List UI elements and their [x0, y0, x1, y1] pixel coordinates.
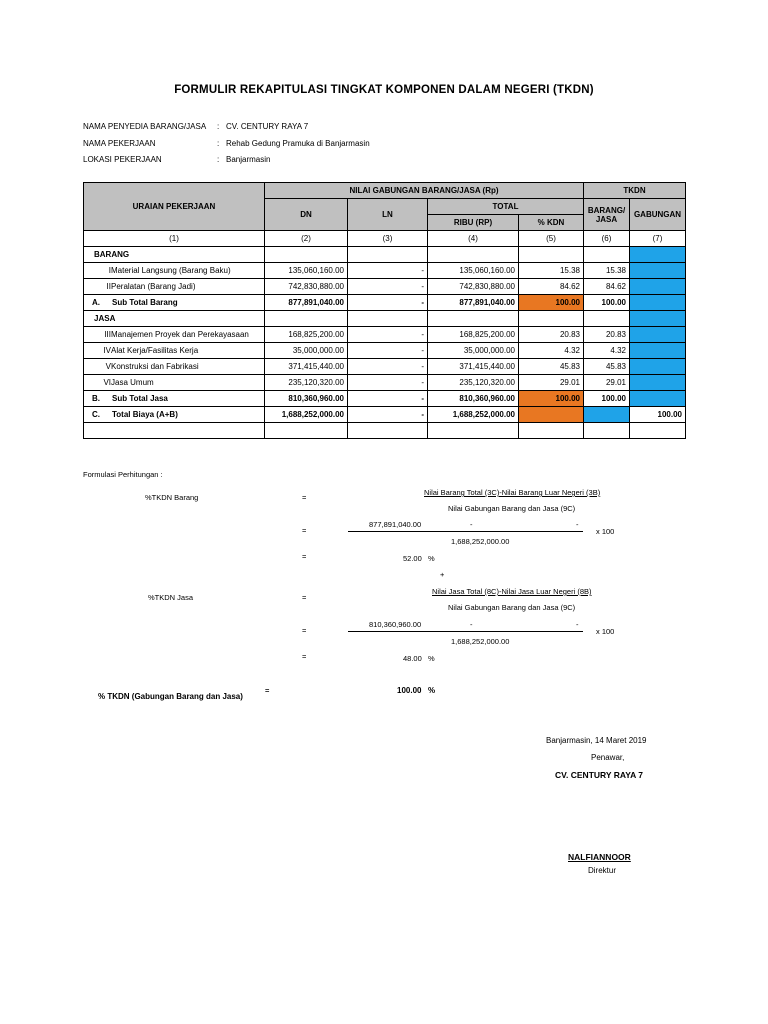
formula-barang-label: %TKDN Barang [145, 493, 199, 502]
cell-total: 135,060,160.00 [428, 263, 519, 279]
row-description: Material Langsung (Barang Baku) [111, 266, 231, 275]
col-number: (1) [84, 231, 265, 247]
signer-name: NALFIANNOOR [568, 852, 631, 862]
cell-kdn: 15.38 [519, 263, 584, 279]
formula-jasa-label: %TKDN Jasa [148, 593, 194, 602]
empty-row [84, 423, 686, 439]
formula-barang-den-value: 1,688,252,000.00 [451, 537, 510, 546]
row-number: V [105, 362, 111, 371]
row-description: Manajemen Proyek dan Perekayasaan [111, 330, 249, 339]
row-number: II [106, 282, 111, 291]
row-number: IV [103, 346, 111, 355]
cell-total: 1,688,252,000.00 [428, 407, 519, 423]
info-sep: : [217, 122, 220, 131]
header-barang-jasa: BARANG/JASA [584, 199, 630, 231]
cell-kdn: 4.32 [519, 343, 584, 359]
cell-ln: - [348, 327, 428, 343]
column-number-row [84, 231, 686, 247]
info-label-pekerjaan: NAMA PEKERJAAN [83, 139, 156, 148]
cell-kdn: 29.01 [519, 375, 584, 391]
cell-barang-jasa: 4.32 [584, 343, 630, 359]
cell-kdn: 20.83 [519, 327, 584, 343]
col-number: (6) [584, 231, 630, 247]
col-number: (7) [630, 231, 686, 247]
header-tkdn: TKDN [584, 183, 686, 199]
gabungan-cell [630, 343, 686, 359]
row-description: Konstruksi dan Fabrikasi [111, 362, 199, 371]
info-label-lokasi: LOKASI PEKERJAAN [83, 155, 162, 164]
row-desc [84, 263, 265, 279]
cell-ln: - [348, 279, 428, 295]
row-description: Alat Kerja/Fasilitas Kerja [111, 346, 199, 355]
formula-times: x 100 [596, 627, 615, 636]
cell-total: 371,415,440.00 [428, 359, 519, 375]
formula-pct: % [428, 686, 436, 695]
subtotal-code: B. [92, 394, 100, 403]
col-number: (3) [348, 231, 428, 247]
info-label-penyedia: NAMA PENYEDIA BARANG/JASA [83, 122, 207, 131]
formula-eq: = [265, 686, 270, 695]
info-value-pekerjaan: Rehab Gedung Pramuka di Banjarmasin [226, 139, 370, 148]
cell-kdn [519, 407, 584, 423]
fraction-line [348, 631, 583, 632]
subtotal-row-barang [84, 295, 686, 311]
subtotal-desc [84, 295, 265, 311]
cell-kdn: 100.00 [519, 391, 584, 407]
fraction-line [348, 531, 583, 532]
gabungan-cell [630, 359, 686, 375]
gabungan-cell [630, 279, 686, 295]
cell-kdn: 100.00 [519, 295, 584, 311]
cell-total: 235,120,320.00 [428, 375, 519, 391]
formula-jasa-den-value: 1,688,252,000.00 [451, 637, 510, 646]
row-desc [84, 375, 265, 391]
row-desc [84, 327, 265, 343]
cell-gabungan-total: 100.00 [630, 407, 686, 423]
formula-heading: Formulasi Perhitungan : [83, 470, 163, 479]
cell-dn: 168,825,200.00 [265, 327, 348, 343]
info-sep: : [217, 139, 220, 148]
info-value-lokasi: Banjarmasin [226, 155, 271, 164]
total-desc [84, 407, 265, 423]
table-row [84, 327, 686, 343]
cell-total: 168,825,200.00 [428, 327, 519, 343]
total-label: Total Biaya (A+B) [112, 410, 178, 419]
cell-dn: 235,120,320.00 [265, 375, 348, 391]
subtotal-code: A. [92, 298, 100, 307]
header-gabungan: GABUNGAN [630, 199, 686, 231]
header-total: TOTAL [428, 199, 584, 215]
row-number: I [108, 266, 111, 275]
formula-eq: = [302, 626, 307, 635]
formula-eq: = [302, 593, 307, 602]
formula-eq: = [302, 652, 307, 661]
cell-barang-jasa: 20.83 [584, 327, 630, 343]
table-row [84, 359, 686, 375]
formula-total-label: % TKDN (Gabungan Barang dan Jasa) [98, 692, 243, 701]
col-number: (4) [428, 231, 519, 247]
formula-total-result: 100.00 [397, 686, 422, 695]
cell-kdn: 84.62 [519, 279, 584, 295]
row-number: III [104, 330, 111, 339]
cell-barang-jasa: 15.38 [584, 263, 630, 279]
gabungan-cell [630, 295, 686, 311]
cell-dn: 742,830,880.00 [265, 279, 348, 295]
formula-eq: = [302, 493, 307, 502]
signer-company: CV. CENTURY RAYA 7 [555, 770, 644, 780]
cell-ln: - [348, 407, 428, 423]
row-desc [84, 359, 265, 375]
formula-pct: % [428, 554, 435, 563]
header-pct-kdn: % KDN [519, 215, 584, 231]
subtotal-desc [84, 391, 265, 407]
cell-barang-jasa: 45.83 [584, 359, 630, 375]
section-label-jasa: JASA [84, 311, 265, 327]
table-row [84, 263, 686, 279]
section-row-barang [84, 247, 686, 263]
cell-barang-jasa: 100.00 [584, 391, 630, 407]
cell-barang-jasa [584, 407, 630, 423]
formula-dash: - [470, 520, 473, 529]
formula-barang-num-value: 877,891,040.00 [369, 520, 422, 529]
cell-ln: - [348, 375, 428, 391]
formula-times: x 100 [596, 527, 615, 536]
cell-total: 810,360,960.00 [428, 391, 519, 407]
cell-dn: 35,000,000.00 [265, 343, 348, 359]
formula-eq: = [302, 552, 307, 561]
cell-dn: 371,415,440.00 [265, 359, 348, 375]
formula-dash: - [576, 520, 579, 529]
header-dn: DN [265, 199, 348, 231]
formula-dash: - [470, 620, 473, 629]
cell-ln: - [348, 391, 428, 407]
col-number: (2) [265, 231, 348, 247]
formula-barang-result: 52.00 [403, 554, 422, 563]
gabungan-cell [630, 391, 686, 407]
cell-total: 35,000,000.00 [428, 343, 519, 359]
table-row [84, 343, 686, 359]
formula-jasa-result: 48.00 [403, 654, 422, 663]
cell-dn: 1,688,252,000.00 [265, 407, 348, 423]
gabungan-cell [630, 375, 686, 391]
cell-ln: - [348, 263, 428, 279]
cell-ln: - [348, 343, 428, 359]
row-desc [84, 279, 265, 295]
subtotal-label: Sub Total Jasa [112, 394, 168, 403]
info-sep: : [217, 155, 220, 164]
signer-position: Direktur [588, 866, 617, 875]
cell-total: 877,891,040.00 [428, 295, 519, 311]
table-row [84, 375, 686, 391]
row-description: Jasa Umum [111, 378, 154, 387]
cell-dn: 810,360,960.00 [265, 391, 348, 407]
cell-barang-jasa: 100.00 [584, 295, 630, 311]
row-number: VI [103, 378, 111, 387]
formula-eq: = [302, 526, 307, 535]
total-row [84, 407, 686, 423]
section-row-jasa [84, 311, 686, 327]
cell-barang-jasa: 29.01 [584, 375, 630, 391]
gabungan-cell [630, 311, 686, 327]
header-uraian: URAIAN PEKERJAAN [84, 183, 265, 231]
cell-dn: 877,891,040.00 [265, 295, 348, 311]
gabungan-cell [630, 327, 686, 343]
formula-jasa-num-value: 810,360,960.00 [369, 620, 422, 629]
gabungan-cell [630, 247, 686, 263]
table-row [84, 279, 686, 295]
cell-barang-jasa: 84.62 [584, 279, 630, 295]
cell-ln: - [348, 295, 428, 311]
formula-barang-numerator-text: Nilai Barang Total (3C)-Nilai Barang Luar Negeri (3B) [424, 488, 601, 497]
formula-dash: - [576, 620, 579, 629]
header-ribu: RIBU (RP) [428, 215, 519, 231]
col-number: (5) [519, 231, 584, 247]
subtotal-row-jasa [84, 391, 686, 407]
subtotal-label: Sub Total Barang [112, 298, 178, 307]
formula-jasa-numerator-text: Nilai Jasa Total (8C)-Nilai Jasa Luar Negeri (8B) [432, 587, 592, 596]
row-desc [84, 343, 265, 359]
header-nilai-gabungan: NILAI GABUNGAN BARANG/JASA (Rp) [265, 183, 584, 199]
cell-ln: - [348, 359, 428, 375]
place-date: Banjarmasin, 14 Maret 2019 [546, 736, 647, 745]
tkdn-table [83, 182, 686, 439]
header-row-1 [84, 183, 686, 199]
header-ln: LN [348, 199, 428, 231]
cell-total: 742,830,880.00 [428, 279, 519, 295]
gabungan-cell [630, 263, 686, 279]
cell-kdn: 45.83 [519, 359, 584, 375]
cell-dn: 135,060,160.00 [265, 263, 348, 279]
formula-pct: % [428, 654, 435, 663]
formula-jasa-denominator-text: Nilai Gabungan Barang dan Jasa (9C) [448, 603, 576, 612]
formula-plus: + [440, 570, 445, 579]
info-value-penyedia: CV. CENTURY RAYA 7 [226, 122, 309, 131]
formula-barang-denominator-text: Nilai Gabungan Barang dan Jasa (9C) [448, 504, 576, 513]
total-code: C. [92, 410, 100, 419]
section-label-barang: BARANG [84, 247, 265, 263]
row-description: Peralatan (Barang Jadi) [111, 282, 196, 291]
document-title: FORMULIR REKAPITULASI TINGKAT KOMPONEN DALAM NEGERI (TKDN) [174, 84, 594, 96]
signer-role: Penawar, [591, 753, 625, 762]
